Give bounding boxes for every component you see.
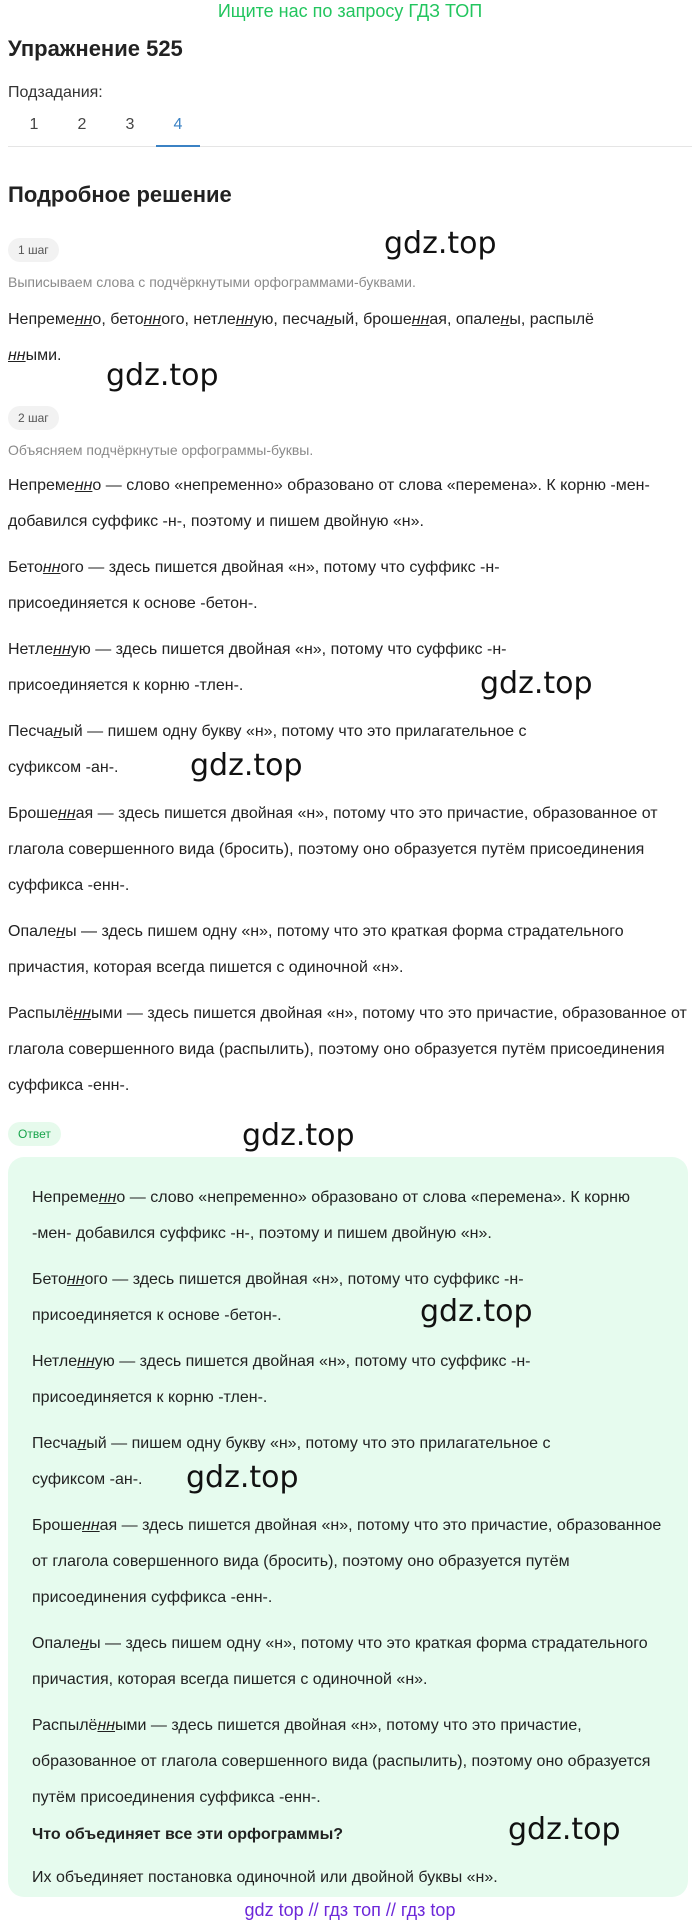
explanation-item: Опалены — здесь пишем одну «н», потому что это краткая форма страдательного причастия, которая всегда пишется с одиночной «н». [8, 923, 624, 976]
step-1-words: Непременно, бетонного, нетленную, песчаный, брошенная, опалены, распылё нными. [8, 311, 594, 364]
watermark: gdz.top [508, 1812, 621, 1847]
explanation-item: Непременно — слово «непременно» образовано от слова «перемена». К корню -мен- добавился суффикс -н-, поэтому и пишем двойную «н». [8, 477, 650, 530]
watermark: gdz.top [420, 1294, 533, 1329]
step-2-badge: 2 шаг [8, 406, 59, 430]
footer-links[interactable]: gdz top // гдз топ // гдз top [244, 1900, 456, 1920]
answer-item: Опалены — здесь пишем одну «н», потому что это краткая форма страдательного причастия, которая всегда пишется с одиночной «н». [32, 1635, 648, 1688]
search-banner[interactable]: Ищите нас по запросу ГДЗ ТОП [217, 1, 483, 21]
solution-heading: Подробное решение [8, 182, 232, 207]
answer-item: Непременно — слово «непременно» образовано от слова «перемена». К корню -мен- добавился суффикс -н-, поэтому и пишем двойную «н». [32, 1189, 630, 1242]
answer-item: Распылёнными — здесь пишется двойная «н», потому что это причастие, образованное от глагола совершенного вида (распылить), поэтому оно образуется путём присоединения суффикса -енн-. [32, 1717, 651, 1806]
subtasks-label: Подзадания: [8, 84, 103, 101]
tab-subtask-4[interactable]: 4 [156, 104, 200, 147]
page-title: Упражнение 525 [8, 36, 183, 61]
watermark: gdz.top [190, 748, 303, 783]
answer-question: Что объединяет все эти орфограммы? [32, 1826, 344, 1843]
answer-item: Бетонного — здесь пишется двойная «н», потому что суффикс -н- присоединяется к основе -бетон-. [32, 1271, 524, 1324]
answer-final: Их объединяет постановка одиночной или двойной буквы «н». [32, 1869, 498, 1886]
subtask-tabs [8, 104, 692, 147]
step-1-badge: 1 шаг [8, 238, 59, 262]
tab-subtask-2[interactable]: 2 [77, 116, 87, 133]
answer-item: Песчаный — пишем одну букву «н», потому что это прилагательное с суфиксом -ан-. [32, 1435, 551, 1488]
explanation-item: Песчаный — пишем одну букву «н», потому что это прилагательное с суфиксом -ан-. [8, 723, 527, 776]
answer-item: Нетленную — здесь пишется двойная «н», потому что суффикс -н- присоединяется к корню -тлен-. [32, 1353, 531, 1406]
explanation-item: Брошенная — здесь пишется двойная «н», потому что это причастие, образованное от глагола совершенного вида (бросить), поэтому оно образуется путём присоединения суффикса -енн-. [8, 805, 658, 894]
step-2-description: Объясняем подчёркнутые орфограммы-буквы. [8, 442, 314, 458]
answer-badge: Ответ [8, 1122, 61, 1146]
watermark: gdz.top [186, 1460, 299, 1495]
step-1-description: Выписываем слова с подчёркнутыми орфограммами-буквами. [8, 274, 416, 290]
tab-subtask-3[interactable]: 3 [125, 116, 135, 133]
explanation-item: Бетонного — здесь пишется двойная «н», потому что суффикс -н- присоединяется к основе -бетон-. [8, 559, 500, 612]
watermark: gdz.top [480, 666, 593, 701]
explanation-item: Распылёнными — здесь пишется двойная «н», потому что это причастие, образованное от глагола совершенного вида (распылить), поэтому оно образуется путём присоединения суффикса -енн-. [8, 1005, 687, 1094]
answer-item: Брошенная — здесь пишется двойная «н», потому что это причастие, образованное от глагола совершенного вида (бросить), поэтому оно образуется путём присоединения суффикса -енн-. [32, 1517, 662, 1606]
explanation-item: Нетленную — здесь пишется двойная «н», потому что суффикс -н- присоединяется к корню -тлен-. [8, 641, 507, 694]
watermark: gdz.top [106, 358, 219, 393]
watermark: gdz.top [242, 1118, 355, 1153]
tab-subtask-1[interactable]: 1 [29, 116, 39, 133]
watermark: gdz.top [384, 226, 497, 261]
